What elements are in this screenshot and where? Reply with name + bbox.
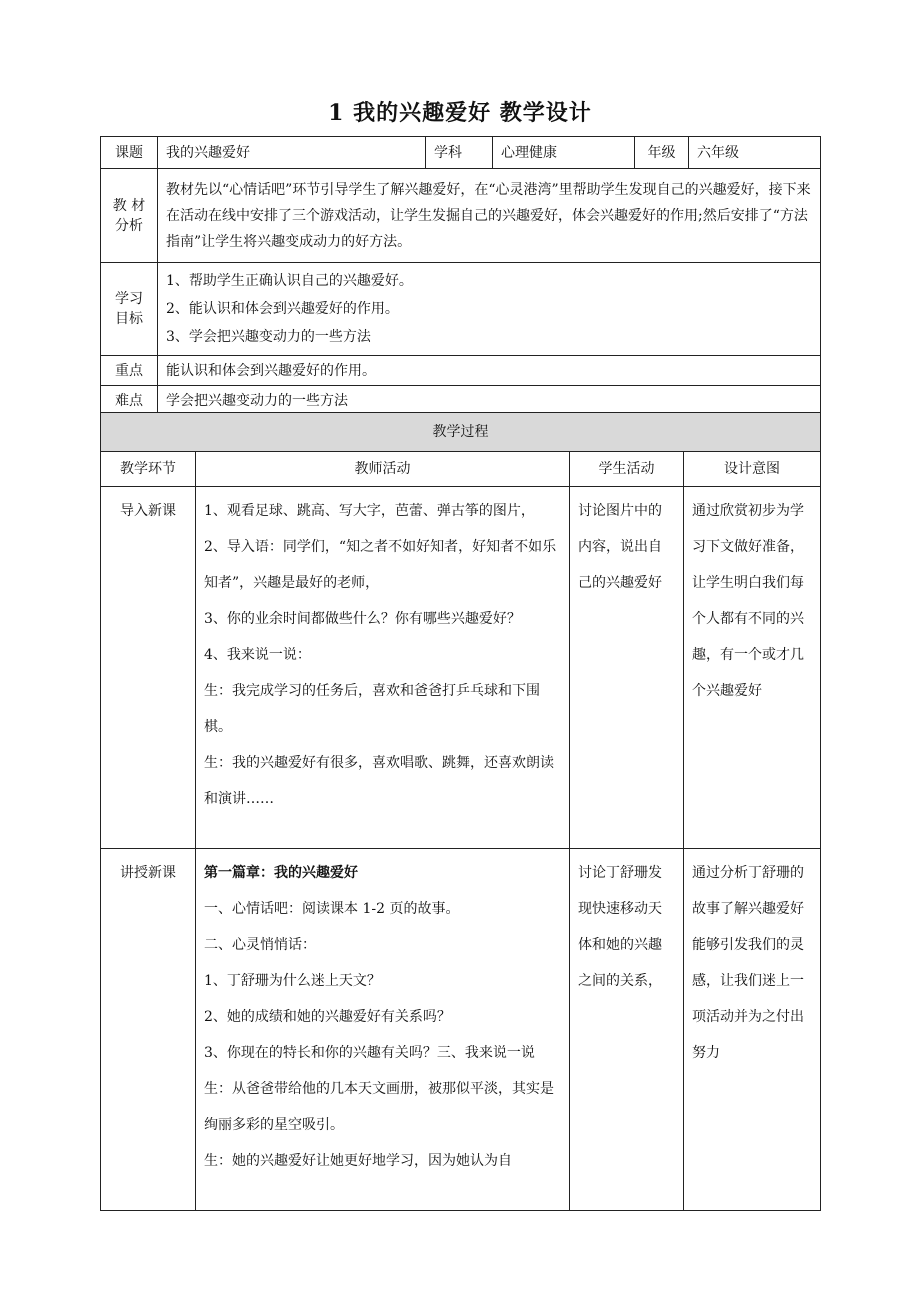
goals-list	[158, 263, 821, 356]
grade-label: 年级	[635, 137, 689, 169]
header-intent: 设计意图	[684, 452, 821, 487]
teacher-line: 2、她的成绩和她的兴趣爱好有关系吗？	[204, 1009, 451, 1025]
teacher-line: 4、我来说一说：	[204, 647, 311, 663]
teacher-line: 一、心情话吧：阅读课本 1-2 页的故事。	[204, 901, 460, 917]
goal-item: 3、学会把兴趣变动力的一些方法	[166, 329, 371, 345]
course-value: 我的兴趣爱好	[158, 137, 426, 169]
teacher-line: 生：我完成学习的任务后，喜欢和爸爸打乒乓球和下围棋。	[204, 683, 540, 735]
teacher-line: 3、你现在的特长和你的兴趣有关吗？三、我来说一说	[204, 1045, 535, 1061]
subject-value: 心理健康	[493, 137, 635, 169]
course-label: 课题	[101, 137, 158, 169]
teacher-line: 生：她的兴趣爱好让她更好地学习，因为她认为自	[204, 1153, 512, 1169]
process-band: 教学过程	[101, 413, 821, 452]
teacher-heading: 第一篇章：我的兴趣爱好	[204, 865, 358, 881]
teaching-process-table	[100, 412, 821, 1211]
header-stage: 教学环节	[101, 452, 196, 487]
page-title: 1 我的兴趣爱好 教学设计	[328, 100, 592, 126]
teacher-line: 二、心灵悄悄话：	[204, 937, 316, 953]
difficulty-label: 难点	[101, 386, 158, 416]
table-row	[101, 849, 821, 1211]
analysis-label	[101, 169, 158, 263]
stage-new-lesson: 讲授新课	[101, 849, 196, 1211]
teacher-line: 生：从爸爸带给他的几本天文画册，被那似平淡，其实是绚丽多彩的星空吸引。	[204, 1081, 554, 1133]
student-activity-intro: 讨论图片中的内容，说出自己的兴趣爱好	[570, 487, 684, 849]
teacher-line: 2、导入语：同学们，“知之者不如好知者，好知者不如乐知者”，兴趣是最好的老师，	[204, 539, 557, 591]
goal-item: 1、帮助学生正确认识自己的兴趣爱好。	[166, 273, 413, 289]
analysis-label-line1: 教 材	[112, 197, 146, 214]
key-point-label: 重点	[101, 356, 158, 386]
student-activity-new-lesson: 讨论丁舒珊发现快速移动天体和她的兴趣之间的关系，	[570, 849, 684, 1211]
goals-label	[101, 263, 158, 356]
analysis-label-line2: 分析	[115, 217, 143, 234]
teacher-line: 1、观看足球、跳高、写大字，芭蕾、弹古筝的图片，	[204, 503, 535, 519]
goal-item: 2、能认识和体会到兴趣爱好的作用。	[166, 301, 399, 317]
difficulty-text: 学会把兴趣变动力的一些方法	[158, 386, 821, 416]
lesson-info-table	[100, 136, 821, 416]
key-point-text: 能认识和体会到兴趣爱好的作用。	[158, 356, 821, 386]
stage-intro: 导入新课	[101, 487, 196, 849]
header-teacher: 教师活动	[196, 452, 570, 487]
header-student: 学生活动	[570, 452, 684, 487]
grade-value: 六年级	[689, 137, 821, 169]
goals-label-line2: 目标	[115, 311, 143, 327]
subject-label: 学科	[426, 137, 493, 169]
teacher-line: 3、你的业余时间都做些什么？你有哪些兴趣爱好？	[204, 611, 521, 627]
design-intent-new-lesson: 通过分析丁舒珊的故事了解兴趣爱好能够引发我们的灵感，让我们迷上一项活动并为之付出努力	[684, 849, 821, 1211]
table-row	[101, 487, 821, 849]
design-intent-intro: 通过欣赏初步为学习下文做好准备，让学生明白我们每个人都有不同的兴趣，有一个或才几个兴趣爱好	[684, 487, 821, 849]
teacher-line: 1、丁舒珊为什么迷上天文？	[204, 973, 381, 989]
teacher-activity-new-lesson	[196, 849, 570, 1211]
teacher-line: 生：我的兴趣爱好有很多，喜欢唱歌、跳舞，还喜欢朗读和演讲……	[204, 755, 554, 807]
analysis-text: 教材先以“心情话吧”环节引导学生了解兴趣爱好，在“心灵港湾”里帮助学生发现自己的兴趣爱好，接下来在活动在线中安排了三个游戏活动，让学生发掘自己的兴趣爱好，体会兴趣爱好的作用;然后安排了“方法指南”让学生将兴趣变成动力的好方法。	[158, 169, 821, 263]
teacher-activity-intro	[196, 487, 570, 849]
goals-label-line1: 学习	[115, 291, 143, 307]
